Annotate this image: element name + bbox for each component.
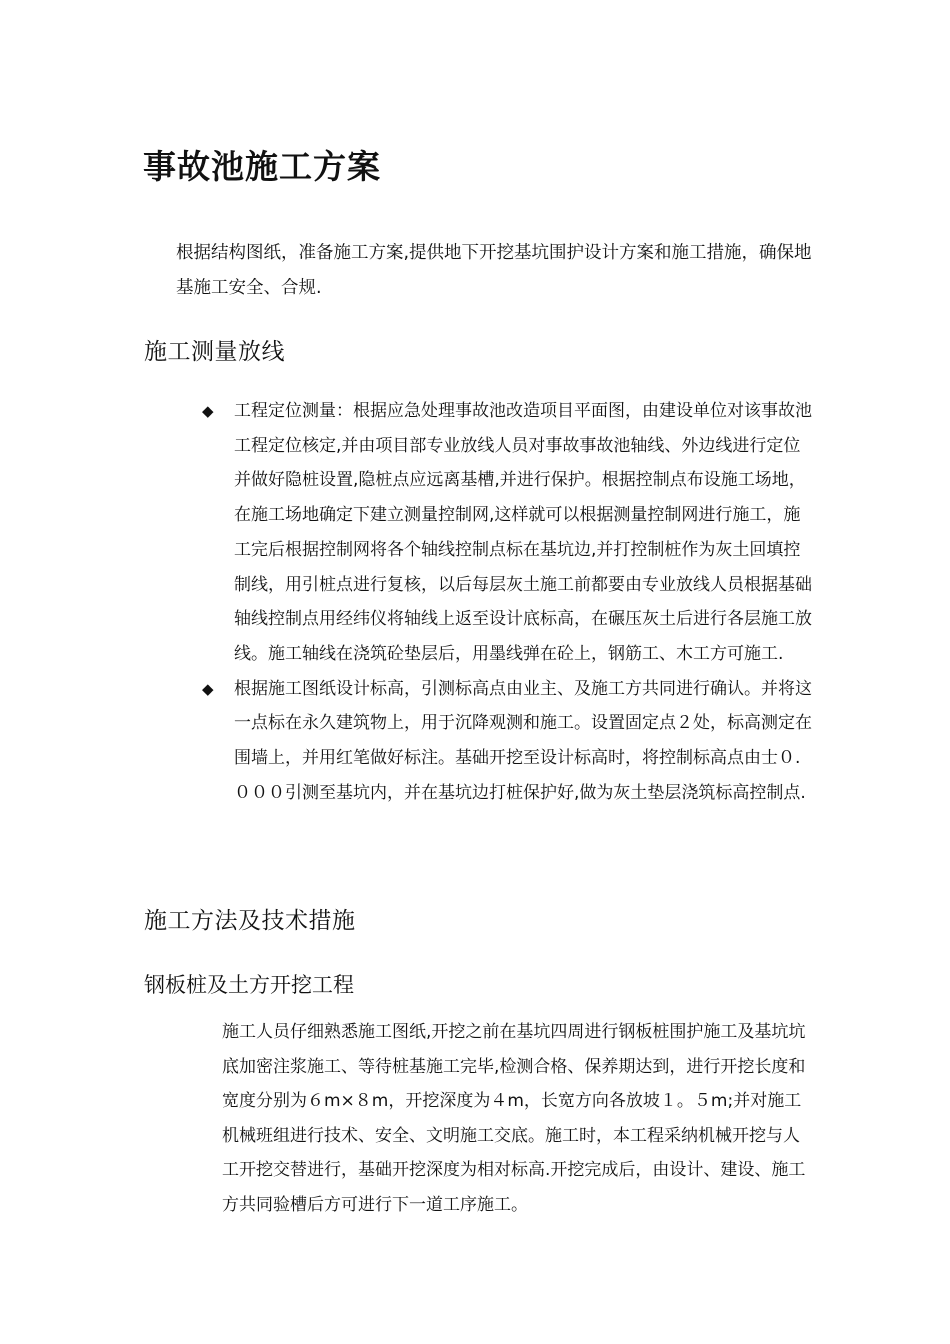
intro-paragraph: 根据结构图纸，准备施工方案,提供地下开挖基坑围护设计方案和施工措施，确保地基施工安全、合规. — [176, 243, 812, 298]
survey-bullet-list — [200, 394, 815, 810]
bullet-text: 工程定位测量：根据应急处理事故池改造项目平面图，由建设单位对该事故池工程定位核定,并由项目部专业放线人员对事故事故池轴线、外边线进行定位并做好隐桩设置,隐桩点应远离基槽,并进行保护。根据控制点布设施工场地，在施工场地确定下建立测量控制网,这样就可以根据测量控制网进行施工，施工完后根据控制网将各个轴线控制点标在基坑边,并打控制桩作为灰土回填控制线，用引桩点进行复核，以后每层灰土施工前都要由专业放线人员根据基础轴线控制点用经纬仪将轴线上返至设计底标高，在碾压灰土后进行各层施工放线。施工轴线在浇筑砼垫层后，用墨线弹在砼上，钢筋工、木工方可施工. — [234, 401, 812, 664]
section-heading-methods: 施工方法及技术措施 — [144, 908, 356, 934]
diamond-bullet-icon: ◆ — [202, 679, 214, 698]
list-item — [200, 672, 815, 811]
diamond-bullet-icon: ◆ — [202, 402, 214, 420]
list-item — [200, 394, 815, 672]
steel-sheet-pile-paragraph: 施工人员仔细熟悉施工图纸,开挖之前在基坑四周进行钢板桩围护施工及基坑坑底加密注浆施工、等待桩基施工完毕,检测合格、保养期达到，进行开挖长度和宽度分别为６m×８m，开挖深度为４m，长宽方向各放坡１。５m;并对施工机械班组进行技术、安全、文明施工交底。施工时，本工程采纳机械开挖与人工开挖交替进行，基础开挖深度为相对标高.开挖完成后，由设计、建设、施工方共同验槽后方可进行下一道工序施工。 — [222, 1022, 806, 1215]
subsection-heading-steel-sheet-pile: 钢板桩及土方开挖工程 — [144, 973, 354, 997]
document-title: 事故池施工方案 — [143, 147, 381, 186]
bullet-text: 根据施工图纸设计标高，引测标高点由业主、及施工方共同进行确认。并将这一点标在永久建筑物上，用于沉降观测和施工。设置固定点２处，标高测定在围墙上，并用红笔做好标注。基础开挖至设计标高时，将控制标高点由士０.０００引测至基坑内，并在基坑边打桩保护好,做为灰土垫层浇筑标高控制点. — [234, 678, 812, 803]
section-heading-survey: 施工测量放线 — [144, 339, 285, 365]
